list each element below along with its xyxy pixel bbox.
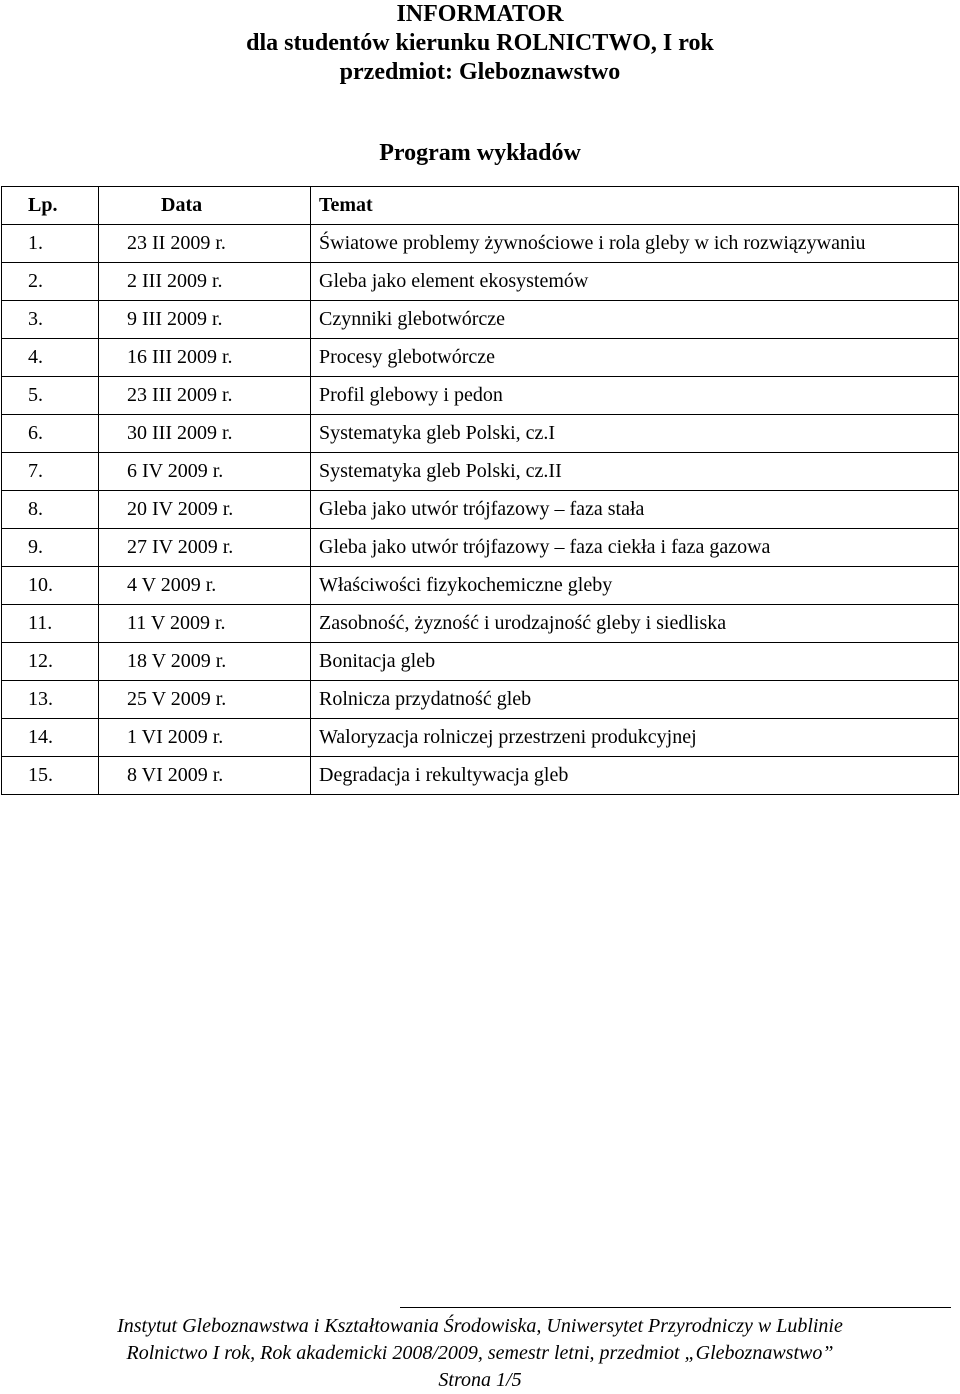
table-row: [2, 339, 959, 377]
footer-divider: [400, 1307, 951, 1308]
cell-lp: 8.: [2, 491, 99, 529]
document-subtitle: dla studentów kierunku ROLNICTWO, I rok: [246, 30, 714, 56]
cell-topic: Zasobność, żyzność i urodzajność gleby i siedliska: [311, 605, 959, 643]
table-row: [2, 491, 959, 529]
cell-topic: Gleba jako element ekosystemów: [311, 263, 959, 301]
cell-date: 4 V 2009 r.: [99, 567, 311, 605]
cell-topic: Właściwości fizykochemiczne gleby: [311, 567, 959, 605]
cell-lp: 4.: [2, 339, 99, 377]
cell-date: 18 V 2009 r.: [99, 643, 311, 681]
cell-lp: 10.: [2, 567, 99, 605]
cell-topic: Gleba jako utwór trójfazowy – faza ciekła i faza gazowa: [311, 529, 959, 567]
table-row: [2, 415, 959, 453]
document-title: INFORMATOR: [396, 1, 564, 27]
cell-topic: Degradacja i rekultywacja gleb: [311, 757, 959, 795]
cell-topic: Profil glebowy i pedon: [311, 377, 959, 415]
cell-lp: 14.: [2, 719, 99, 757]
column-header-topic: Temat: [311, 187, 959, 225]
cell-lp: 6.: [2, 415, 99, 453]
table-row: [2, 605, 959, 643]
table-row: [2, 567, 959, 605]
cell-topic: Czynniki glebotwórcze: [311, 301, 959, 339]
table-row: [2, 301, 959, 339]
cell-topic: Systematyka gleb Polski, cz.II: [311, 453, 959, 491]
table-row: [2, 377, 959, 415]
cell-date: 23 II 2009 r.: [99, 225, 311, 263]
cell-topic: Gleba jako utwór trójfazowy – faza stała: [311, 491, 959, 529]
cell-date: 20 IV 2009 r.: [99, 491, 311, 529]
cell-topic: Systematyka gleb Polski, cz.I: [311, 415, 959, 453]
footer-course-info: Rolnictwo I rok, Rok akademicki 2008/2009, semestr letni, przedmiot „Gleboznawstwo”: [126, 1342, 834, 1364]
cell-date: 1 VI 2009 r.: [99, 719, 311, 757]
section-title: Program wykładów: [379, 140, 581, 166]
cell-topic: Bonitacja gleb: [311, 643, 959, 681]
column-header-lp: Lp.: [2, 187, 99, 225]
cell-date: 8 VI 2009 r.: [99, 757, 311, 795]
cell-topic: Rolnicza przydatność gleb: [311, 681, 959, 719]
cell-date: 30 III 2009 r.: [99, 415, 311, 453]
table-row: [2, 225, 959, 263]
table-row: [2, 529, 959, 567]
cell-topic: Światowe problemy żywnościowe i rola gleby w ich rozwiązywaniu: [311, 225, 959, 263]
cell-date: 2 III 2009 r.: [99, 263, 311, 301]
cell-date: 11 V 2009 r.: [99, 605, 311, 643]
cell-topic: Procesy glebotwórcze: [311, 339, 959, 377]
cell-lp: 15.: [2, 757, 99, 795]
cell-date: 27 IV 2009 r.: [99, 529, 311, 567]
footer-institute: Instytut Gleboznawstwa i Kształtowania Środowiska, Uniwersytet Przyrodniczy w Lublinie: [117, 1315, 843, 1337]
table-row: [2, 681, 959, 719]
table-row: [2, 263, 959, 301]
cell-date: 9 III 2009 r.: [99, 301, 311, 339]
cell-lp: 5.: [2, 377, 99, 415]
table-row: [2, 453, 959, 491]
cell-lp: 13.: [2, 681, 99, 719]
cell-date: 23 III 2009 r.: [99, 377, 311, 415]
cell-lp: 1.: [2, 225, 99, 263]
cell-lp: 9.: [2, 529, 99, 567]
table-body: [2, 225, 959, 795]
cell-topic: Waloryzacja rolniczej przestrzeni produkcyjnej: [311, 719, 959, 757]
page-footer: [0, 1313, 960, 1394]
cell-lp: 7.: [2, 453, 99, 491]
cell-lp: 11.: [2, 605, 99, 643]
course-name: przedmiot: Gleboznawstwo: [339, 59, 621, 85]
table-row: [2, 719, 959, 757]
table-header-row: [2, 187, 959, 225]
cell-date: 25 V 2009 r.: [99, 681, 311, 719]
lecture-schedule-table: [1, 186, 959, 795]
table-row: [2, 643, 959, 681]
table-row: [2, 757, 959, 795]
column-header-date: Data: [99, 187, 311, 225]
cell-date: 6 IV 2009 r.: [99, 453, 311, 491]
document-header: [0, 0, 960, 87]
cell-lp: 3.: [2, 301, 99, 339]
cell-lp: 12.: [2, 643, 99, 681]
page-number: Strona 1/5: [438, 1369, 522, 1391]
cell-date: 16 III 2009 r.: [99, 339, 311, 377]
cell-lp: 2.: [2, 263, 99, 301]
